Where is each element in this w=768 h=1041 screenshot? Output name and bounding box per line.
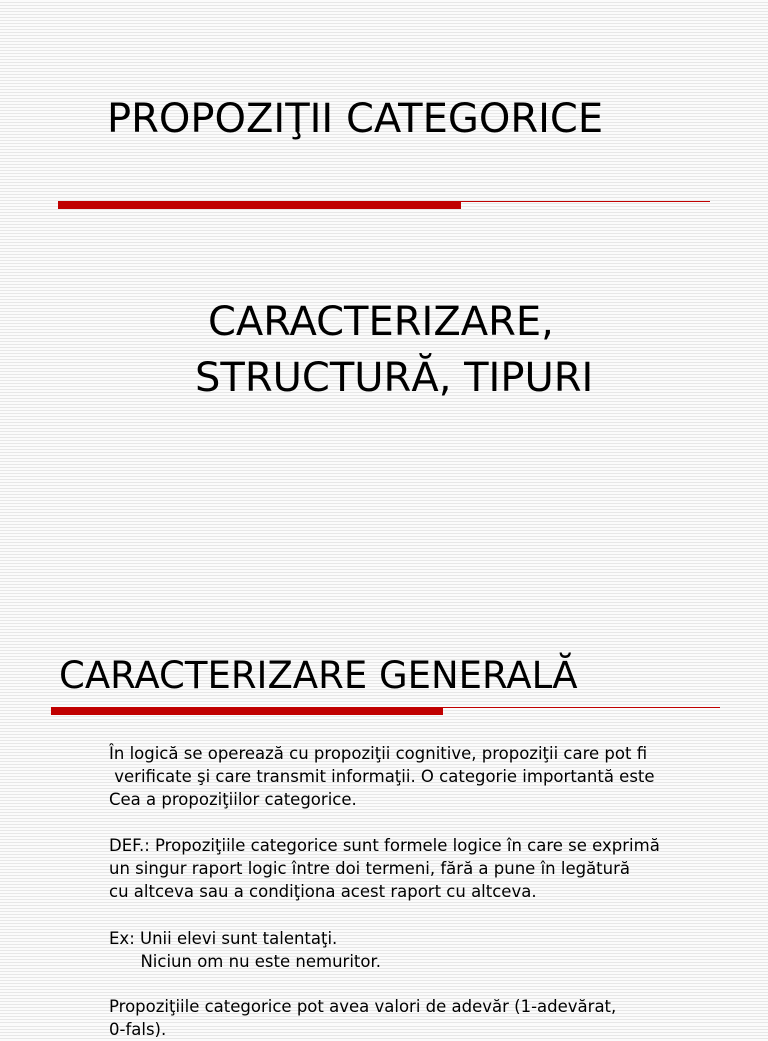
subtitle-line-2: STRUCTURĂ, TIPURI <box>195 355 594 401</box>
presentation-title: PROPOZIŢII CATEGORICE <box>107 96 604 142</box>
section-underline-thick <box>51 707 443 715</box>
body-line-intro-2: verificate şi care transmit informaţii. O categorie importantă este <box>109 767 655 786</box>
body-line-def-1: DEF.: Propoziţiile categorice sunt formele logice în care se exprimă <box>109 836 660 855</box>
body-line-def-3: cu altceva sau a condiţiona acest raport cu altceva. <box>109 882 537 901</box>
title-underline-thin <box>461 201 710 202</box>
title-underline-thick <box>58 201 461 209</box>
body-line-truth-1: Propoziţiile categorice pot avea valori de adevăr (1-adevărat, <box>109 997 617 1016</box>
body-line-def-2: un singur raport logic între doi termeni, fără a pune în legătură <box>109 859 630 878</box>
body-line-intro-3: Cea a propoziţiilor categorice. <box>109 790 357 809</box>
subtitle-line-1: CARACTERIZARE, <box>208 299 554 345</box>
section-underline-thin <box>443 707 720 708</box>
body-line-truth-2: 0-fals). <box>109 1020 167 1039</box>
body-line-intro-1: În logică se operează cu propoziţii cognitive, propoziţii care pot fi <box>109 744 648 763</box>
body-line-example-1: Ex: Unii elevi sunt talentaţi. <box>109 929 338 948</box>
section-title: CARACTERIZARE GENERALĂ <box>59 654 578 697</box>
body-line-example-2: Niciun om nu este nemuritor. <box>109 952 381 971</box>
